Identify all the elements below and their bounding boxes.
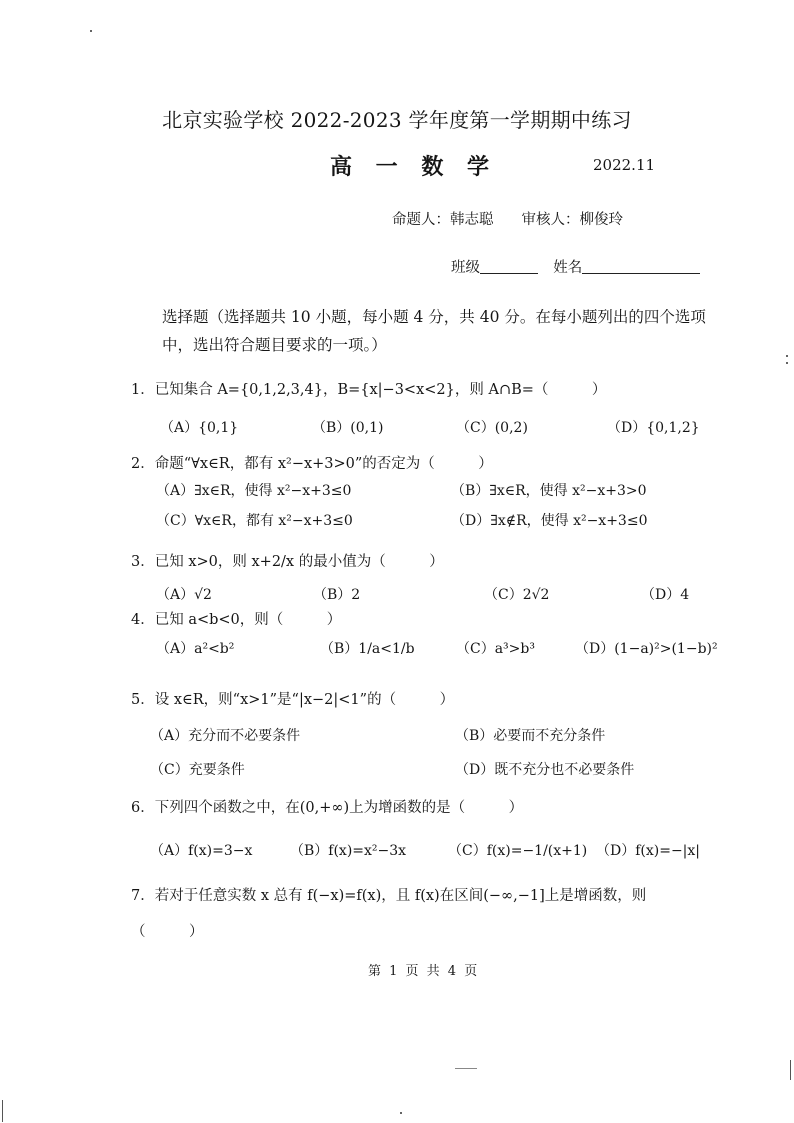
section-instructions: 选择题（选择题共 10 小题，每小题 4 分，共 40 分。在每小题列出的四个选项中，选出符合题目要求的一项。）	[162, 308, 706, 354]
scan-speck	[786, 355, 788, 357]
q3-option-d: （D）4	[641, 587, 690, 603]
q5-option-b: （B）必要而不充分条件	[455, 728, 606, 744]
author-label: 命题人：韩志聪	[392, 212, 494, 228]
name-blank	[582, 259, 700, 274]
q2-option-b: （B）∃x∈R，使得 x²−x+3>0	[451, 483, 647, 499]
question-3-stem: 3．已知 x>0，则 x+2/x 的最小值为（ ）	[131, 554, 444, 570]
question-5-stem: 5．设 x∈R，则“x>1”是“|x−2|<1”的（ ）	[131, 692, 455, 708]
q4-option-a: （A）a²<b²	[156, 641, 235, 657]
q5-option-d: （D）既不充分也不必要条件	[455, 762, 635, 778]
q2-option-a: （A）∃x∈R，使得 x²−x+3≤0	[156, 483, 352, 499]
q6-option-b: （B）f(x)=x²−3x	[290, 843, 407, 859]
q2-option-d: （D）∃x∉R，使得 x²−x+3≤0	[451, 513, 648, 529]
scan-speck	[786, 362, 788, 364]
q3-option-b: （B）2	[313, 587, 361, 603]
q1-option-b: （B）(0,1)	[312, 420, 384, 436]
question-7-answer-paren: （ ）	[131, 924, 204, 940]
scan-speck	[90, 30, 92, 32]
q3-option-a: （A）√2	[156, 587, 212, 603]
subject-title: 高 一 数 学	[330, 154, 497, 180]
scan-edge	[2, 1100, 3, 1122]
q4-option-c: （C）a³>b³	[456, 641, 535, 657]
q6-option-d: （D）f(x)=−|x|	[596, 843, 701, 859]
q4-option-d: （D）(1−a)²>(1−b)²	[575, 641, 718, 657]
question-2-stem: 2．命题“∀x∈R，都有 x²−x+3>0”的否定为（ ）	[131, 456, 493, 472]
question-6-stem: 6．下列四个函数之中，在(0,+∞)上为增函数的是（ ）	[131, 800, 524, 816]
q5-option-c: （C）充要条件	[150, 762, 245, 778]
class-blank	[480, 259, 538, 274]
scan-speck	[400, 1112, 402, 1114]
q1-option-c: （C）(0,2)	[456, 420, 528, 436]
exam-date: 2022.11	[593, 156, 656, 174]
question-7-stem: 7．若对于任意实数 x 总有 f(−x)=f(x)，且 f(x)在区间(−∞,−1]上是增函数，则	[131, 888, 647, 904]
q6-option-c: （C）f(x)=−1/(x+1)	[448, 843, 588, 859]
reviewer-label: 审核人：柳俊玲	[521, 212, 623, 228]
author-line	[392, 208, 623, 229]
q6-option-a: （A）f(x)=3−x	[150, 843, 253, 859]
scan-edge	[790, 1060, 791, 1080]
q1-option-a: （A）{0,1}	[160, 420, 239, 436]
q5-option-a: （A）充分而不必要条件	[150, 728, 301, 744]
q1-option-d: （D）{0,1,2}	[607, 420, 700, 436]
student-info-row	[451, 256, 700, 277]
question-4-stem: 4．已知 a<b<0，则（ ）	[131, 612, 342, 628]
page-footer: 第 1 页 共 4 页	[368, 964, 480, 979]
name-label: 姓名	[553, 260, 583, 276]
exam-title: 北京实验学校 2022-2023 学年度第一学期期中练习	[162, 108, 632, 132]
q4-option-b: （B）1/a<1/b	[320, 641, 415, 657]
q2-option-c: （C）∀x∈R，都有 x²−x+3≤0	[156, 513, 353, 529]
question-1-stem: 1．已知集合 A={0,1,2,3,4}，B={x|−3<x<2}，则 A∩B=（ ）	[131, 382, 607, 398]
scan-smudge	[455, 1068, 477, 1069]
class-label: 班级	[451, 260, 480, 276]
q3-option-c: （C）2√2	[484, 587, 550, 603]
